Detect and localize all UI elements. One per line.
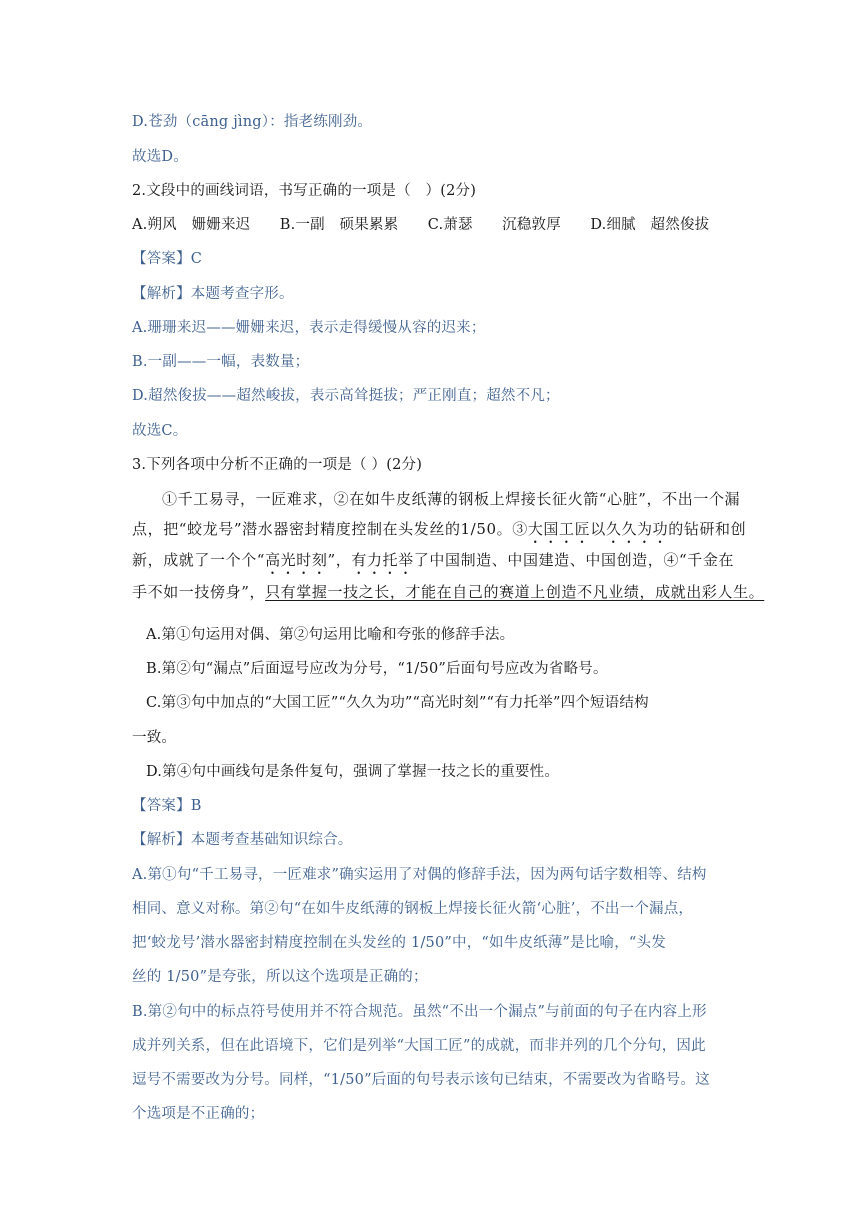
analysis-line: 丝的 1/50”是夸张，所以这个选项是正确的； xyxy=(132,969,428,985)
passage-text: ”， xyxy=(327,551,352,569)
answer-line: 【答案】B xyxy=(132,798,202,814)
analysis-line: A.珊珊来迟——姗姗来迟，表示走得缓慢从容的迟来； xyxy=(132,320,486,336)
conclusion-line: 故选D。 xyxy=(132,149,188,165)
analysis-line: 成并列关系，但在此语境下，它们是列举“大国工匠”的成就，而非并列的几个分句，因此 xyxy=(132,1038,706,1054)
passage-line xyxy=(132,582,764,602)
explanation-line: D.苍劲（cāng jìng）：指老练刚劲。 xyxy=(132,114,373,130)
dotted-phrase: 有力托举 xyxy=(351,551,414,569)
underlined-sentence: 只有掌握一技之长，才能在自己的赛道上创造不凡业绩，成就出彩人生。 xyxy=(265,583,765,601)
passage-line xyxy=(132,519,746,547)
passage-text: 以 xyxy=(590,520,606,538)
analysis-line: B.第②句中的标点符号使用并不符合规范。虽然“不出一个漏点”与前面的句子在内容上形 xyxy=(132,1004,707,1020)
passage-text: 手不如一技傍身”， xyxy=(132,583,266,601)
option-b: B.第②句“漏点”后面逗号应改为分号，“1/50”后面句号应改为省略号。 xyxy=(146,661,608,677)
dotted-phrase: 久久为功 xyxy=(605,520,669,538)
conclusion-line: 故选C。 xyxy=(132,423,188,439)
passage-text: 的钻研和创 xyxy=(668,520,747,538)
question-2-options: A.朔风 姗姗来迟 B.一副 硕果累累 C.萧瑟 沉稳敦厚 D.细腻 超然俊拔 xyxy=(132,217,710,233)
option-c: C.第③句中加点的“大国工匠”“久久为功”“高光时刻”“有力托举”四个短语结构 xyxy=(146,695,649,711)
analysis-line: B.一副——一幅，表数量； xyxy=(132,354,310,370)
passage-line: ①千工易寻，一匠难求，②在如牛皮纸薄的钢板上焊接长征火箭“心脏”，不出一个漏 xyxy=(162,490,741,508)
passage-text: 点，把“蛟龙号”潜水器密封精度控制在头发丝的1/50。③ xyxy=(132,520,528,538)
passage-line xyxy=(132,550,734,578)
analysis-heading: 【解析】本题考查基础知识综合。 xyxy=(132,832,353,848)
dotted-phrase: 高光时刻 xyxy=(265,551,328,569)
question-2-stem: 2.文段中的画线词语，书写正确的一项是（ ）(2分) xyxy=(132,183,477,199)
option-c-continued: 一致。 xyxy=(132,730,177,746)
answer-line: 【答案】C xyxy=(132,251,203,267)
option-d: D.第④句中画线句是条件复句，强调了掌握一技之长的重要性。 xyxy=(146,764,560,780)
analysis-line: D.超然俊拔——超然峻拔，表示高耸挺拔；严正刚直；超然不凡； xyxy=(132,388,560,404)
question-3-stem: 3.下列各项中分析不正确的一项是（ ）(2分) xyxy=(132,457,423,473)
analysis-line: 逗号不需要改为分号。同样，“1/50”后面的句号表示该句已结束，不需要改为省略号。这 xyxy=(132,1072,710,1088)
analysis-line: A.第①句“千工易寻，一匠难求”确实运用了对偶的修辞手法，因为两句话字数相等、结构 xyxy=(132,867,707,883)
analysis-line: 把‘蛟龙号’潜水器密封精度控制在头发丝的 1/50”中，“如牛皮纸薄”是比喻，“头发 xyxy=(132,935,666,951)
passage-text: 了中国制造、中国建造、中国创造，④“千金在 xyxy=(413,551,735,569)
option-a: A.第①句运用对偶、第②句运用比喻和夸张的修辞手法。 xyxy=(146,627,515,643)
analysis-line: 个选项是不正确的； xyxy=(132,1106,265,1122)
passage-text: 新，成就了一个个“ xyxy=(132,551,266,569)
dotted-phrase: 大国工匠 xyxy=(527,520,591,538)
analysis-heading: 【解析】本题考查字形。 xyxy=(132,286,294,302)
analysis-line: 相同、意义对称。第②句“在如牛皮纸薄的钢板上焊接长征火箭‘心脏’，不出一个漏点， xyxy=(132,901,694,917)
